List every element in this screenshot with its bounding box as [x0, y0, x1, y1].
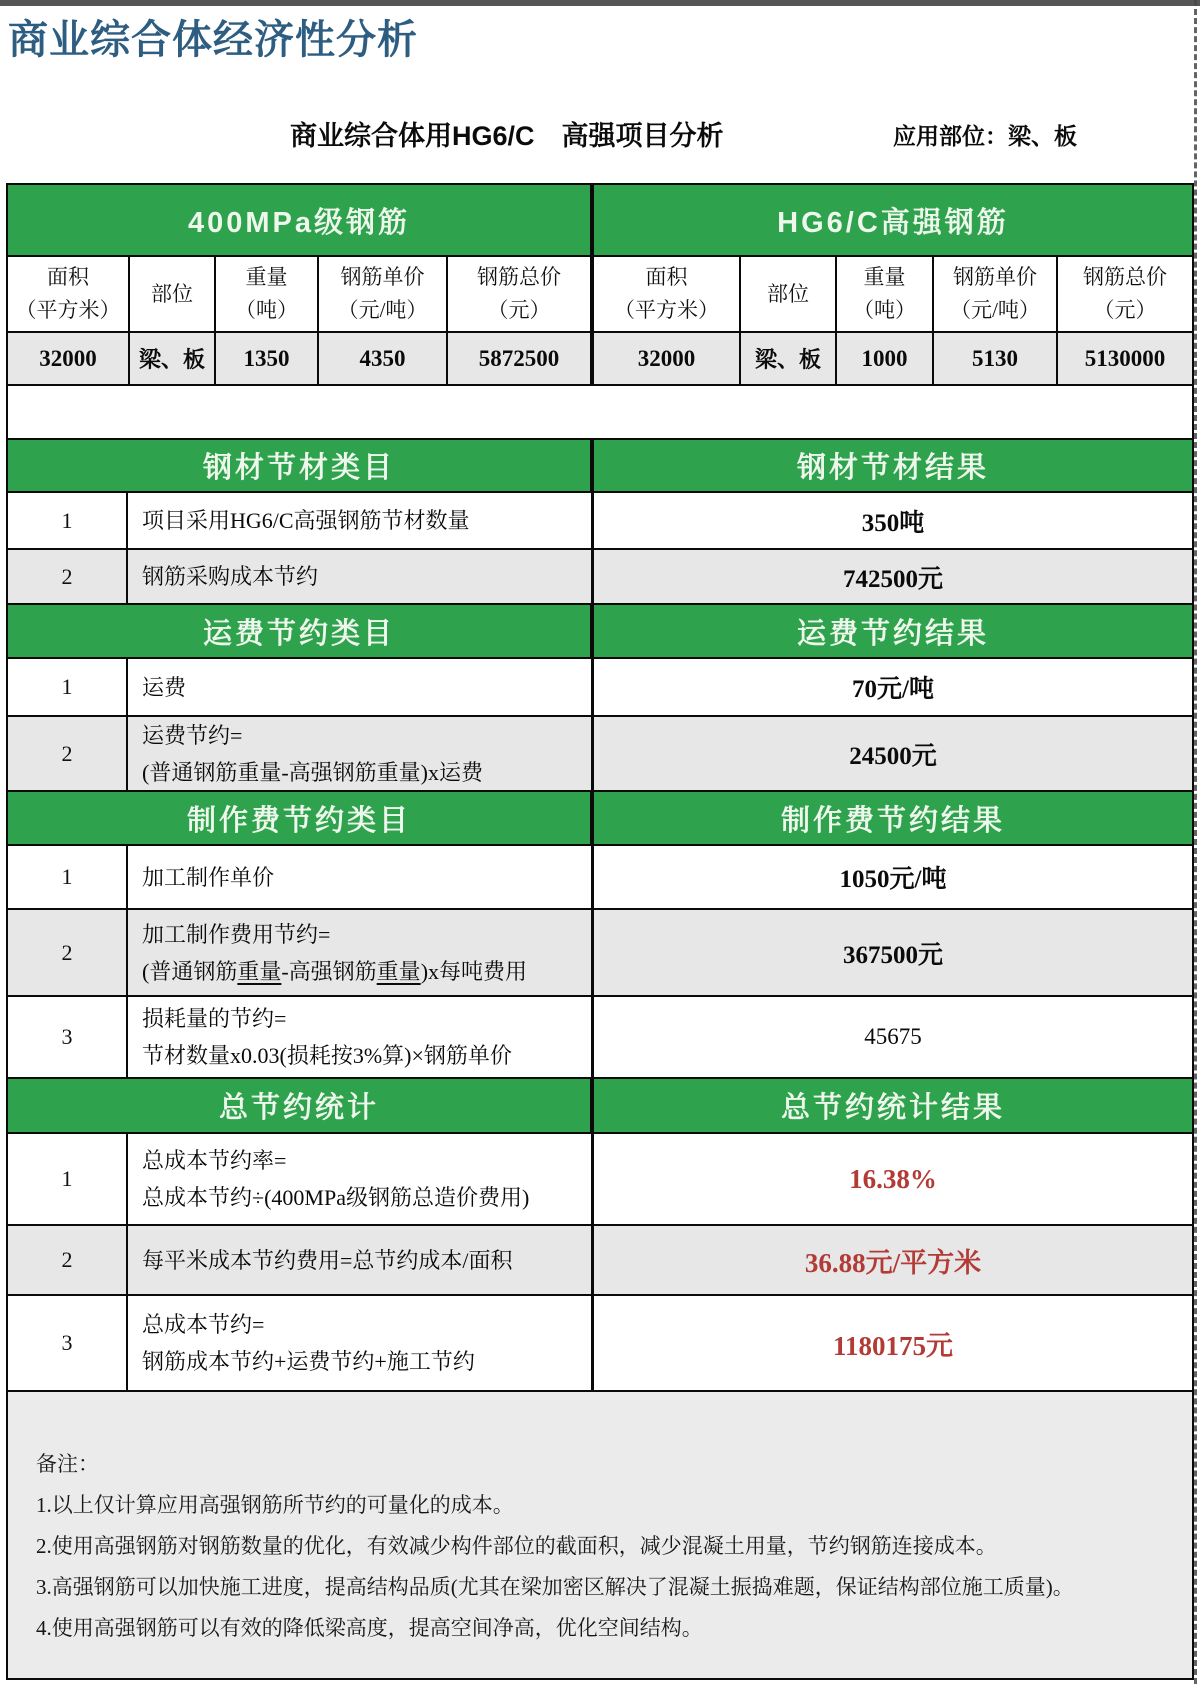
row-number: 2: [8, 910, 128, 995]
row-description: 损耗量的节约= 节材数量x0.03(损耗按3%算)×钢筋单价: [128, 997, 594, 1077]
section-header-label: 钢材节材类目: [8, 440, 594, 491]
row-description: 钢筋采购成本节约: [128, 550, 594, 603]
cell-unitprice-hg6c: 5130: [934, 333, 1058, 384]
group-header-400mpa: 400MPa级钢筋: [8, 185, 594, 255]
note-item: 2.使用高强钢筋对钢筋数量的优化，有效减少构件部位的截面积，减少混凝土用量，节约钢筋连接成本。: [36, 1534, 997, 1558]
cell-area-hg6c: 32000: [594, 333, 741, 384]
row-description: 加工制作单价: [128, 846, 594, 908]
row-result: 1050元/吨: [839, 866, 947, 893]
row-description: 总成本节约= 钢筋成本节约+运费节约+施工节约: [128, 1296, 594, 1390]
column-header-totalprice-right: 钢筋总价 （元）: [1083, 265, 1167, 322]
table-title: 商业综合体用HG6/C 高强项目分析: [290, 121, 724, 151]
section-header-label: 运费节约类目: [8, 605, 594, 657]
row-description: 总成本节约率= 总成本节约÷(400MPa级钢筋总造价费用): [128, 1134, 594, 1224]
note-item: 3.高强钢筋可以加快施工进度，提高结构品质(尤其在梁加密区解决了混凝土振捣难题，保证结构部位施工质量)。: [36, 1575, 1074, 1599]
row-result: 70元/吨: [852, 676, 934, 703]
column-header-part-left: 部位: [130, 257, 216, 331]
cell-totalprice-400mpa: 5872500: [448, 333, 594, 384]
column-header-totalprice-left: 钢筋总价 （元）: [448, 257, 594, 331]
table-row: [8, 846, 1192, 910]
window-top-edge: [0, 0, 1200, 6]
row-result: 45675: [864, 1024, 922, 1049]
section-header-steel-saving: [8, 440, 1192, 493]
column-header-unitprice-right: 钢筋单价 （元/吨）: [934, 257, 1058, 331]
section-header-label: 总节约统计: [8, 1079, 594, 1132]
section-result-label: 钢材节材结果: [796, 452, 989, 484]
section-result-label: 制作费节约结果: [780, 804, 1005, 837]
note-item: 1.以上仅计算应用高强钢筋所节约的可量化的成本。: [36, 1493, 514, 1517]
row-result: 742500元: [842, 565, 943, 593]
row-number: 2: [8, 550, 128, 603]
row-description: 加工制作费用节约= (普通钢筋重量-高强钢筋重量)x每吨费用: [128, 910, 594, 995]
row-result: 367500元: [842, 941, 943, 969]
row-result: 16.38%: [849, 1163, 937, 1194]
table-row: [8, 1296, 1192, 1392]
table-row: [8, 659, 1192, 717]
cell-weight-hg6c: 1000: [837, 333, 934, 384]
table-row: [8, 910, 1192, 997]
note-item: 4.使用高强钢筋可以有效的降低梁高度，提高空间净高，优化空间结构。: [36, 1616, 703, 1640]
cell-totalprice-hg6c: 5130000: [1084, 345, 1166, 371]
row-description: 项目采用HG6/C高强钢筋节材数量: [128, 493, 594, 548]
section-header-freight-saving: [8, 605, 1192, 659]
row-number: 1: [8, 846, 128, 908]
section-result-label: 总节约统计结果: [780, 1092, 1005, 1124]
column-header-unitprice-left: 钢筋单价 （元/吨）: [319, 257, 448, 331]
column-header-row: [8, 257, 1192, 333]
row-result: 24500元: [849, 742, 937, 770]
section-result-label: 运费节约结果: [796, 617, 989, 650]
notes-section: [8, 1392, 1192, 1678]
section-header-label: 制作费节约类目: [8, 792, 594, 844]
cell-area-400mpa: 32000: [8, 333, 130, 384]
row-number: 1: [8, 493, 128, 548]
table-row: [8, 493, 1192, 550]
table-row: [8, 1226, 1192, 1296]
row-number: 3: [8, 1296, 128, 1390]
cell-weight-400mpa: 1350: [216, 333, 319, 384]
group-header-row: [8, 185, 1192, 257]
cell-part-hg6c: 梁、板: [741, 333, 837, 384]
row-result: 1180175元: [832, 1330, 953, 1361]
notes-label: 备注：: [36, 1452, 99, 1476]
section-header-fabrication-saving: [8, 792, 1192, 846]
cell-part-400mpa: 梁、板: [130, 333, 216, 384]
column-header-area-left: 面积 （平方米）: [8, 257, 130, 331]
row-result: 36.88元/平方米: [804, 1247, 982, 1278]
table-row: [8, 550, 1192, 605]
table-row: [8, 997, 1192, 1079]
row-description: 运费节约= (普通钢筋重量-高强钢筋重量)x运费: [128, 717, 594, 790]
comparison-data-row: [8, 333, 1192, 386]
row-number: 3: [8, 997, 128, 1077]
table-row: [8, 1134, 1192, 1226]
application-note: 应用部位：梁、板: [893, 123, 1077, 149]
column-header-weight-left: 重量 （吨）: [216, 257, 319, 331]
column-header-area-right: 面积 （平方米）: [594, 257, 741, 331]
group-header-hg6c: HG6/C高强钢筋: [777, 206, 1009, 239]
row-description: 每平米成本节约费用=总节约成本/面积: [128, 1226, 594, 1294]
table-row: [8, 717, 1192, 792]
empty-row: [8, 386, 1192, 440]
page-break-dashed-line: [1194, 0, 1197, 1684]
row-number: 1: [8, 1134, 128, 1224]
page-title: 商业综合体经济性分析: [8, 18, 418, 62]
analysis-table: [6, 183, 1194, 1680]
column-header-part-right: 部位: [741, 257, 837, 331]
row-result: 350吨: [861, 509, 925, 537]
section-header-total-saving: [8, 1079, 1192, 1134]
row-number: 2: [8, 717, 128, 790]
column-header-weight-right: 重量 （吨）: [837, 257, 934, 331]
cell-unitprice-400mpa: 4350: [319, 333, 448, 384]
row-number: 1: [8, 659, 128, 715]
row-description: 运费: [128, 659, 594, 715]
row-number: 2: [8, 1226, 128, 1294]
